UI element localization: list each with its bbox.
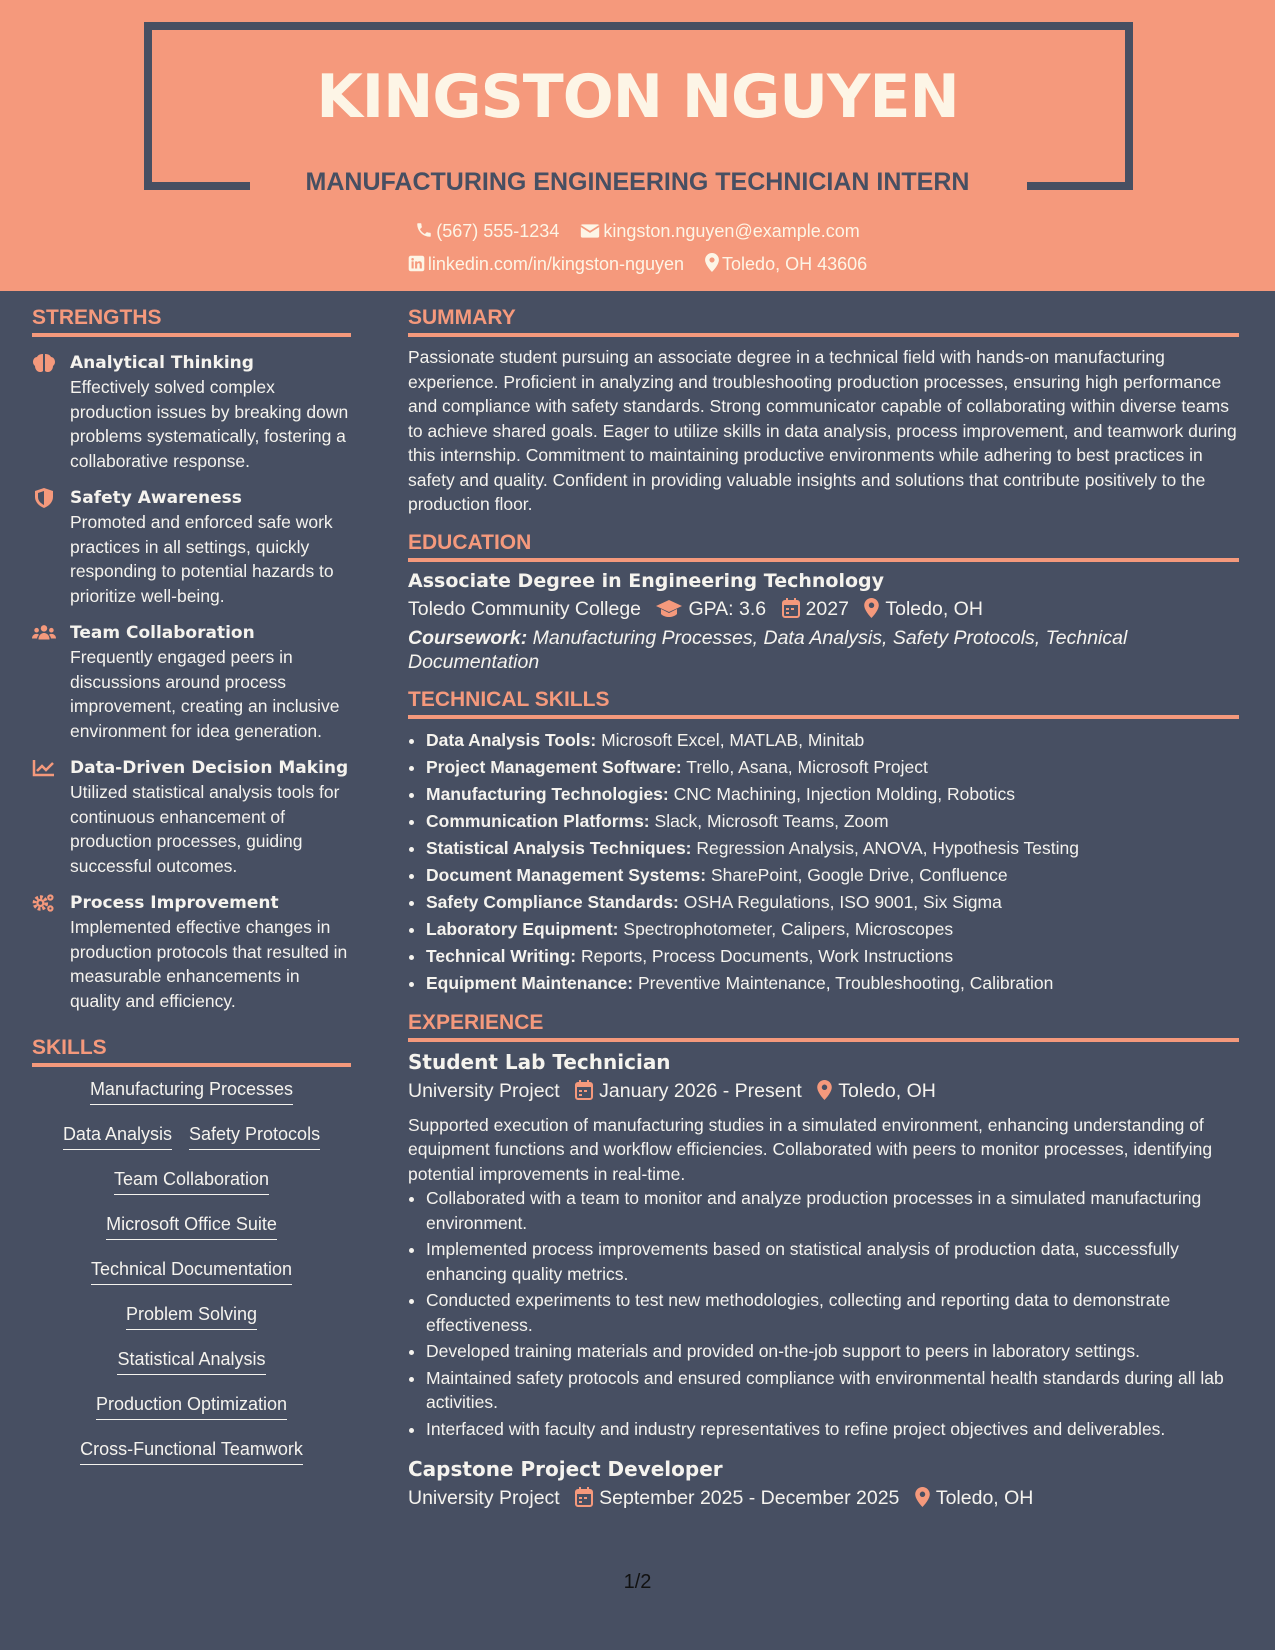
list-item: • Interfaced with faculty and industry representatives to refine project objectives and deliverables.	[426, 1417, 1239, 1442]
gpa: GPA: 3.6	[688, 597, 767, 620]
job-title-2: Capstone Project Developer	[408, 1457, 723, 1481]
strength-item	[32, 351, 351, 473]
list-item	[426, 727, 1239, 754]
list-item	[426, 889, 1239, 916]
phone-contact[interactable]	[415, 221, 559, 242]
resume-header	[0, 0, 1275, 291]
candidate-name: KINGSTON NGUYEN	[316, 62, 959, 132]
job-meta-1	[408, 1080, 1239, 1103]
email-contact[interactable]	[580, 221, 859, 242]
job-title-1: Student Lab Technician	[408, 1049, 671, 1074]
coursework	[408, 626, 1239, 674]
strength-desc: Frequently engaged peers in discussions around process improvement, creating an inclusive environment for idea generation.	[70, 647, 340, 741]
tech-skill-value: Regression Analysis, ANOVA, Hypothesis Testing	[696, 837, 1079, 858]
graduation-year: 2027	[805, 597, 849, 620]
coursework-list: Manufacturing Processes, Data Analysis, Safety Protocols, Technical Documentation	[408, 626, 1128, 673]
list-item	[426, 943, 1239, 970]
calendar-icon	[575, 1080, 593, 1100]
job-meta-2	[408, 1487, 1239, 1510]
tech-skill-value: Preventive Maintenance, Troubleshooting, Calibration	[637, 972, 1054, 993]
list-item	[426, 808, 1239, 835]
tech-skill-value: Trello, Asana, Microsoft Project	[686, 756, 928, 777]
skills-heading: SKILLS	[32, 1036, 351, 1067]
experience-heading: EXPERIENCE	[408, 1011, 1239, 1042]
left-column	[32, 306, 351, 1480]
strength-title: Safety Awareness	[70, 488, 242, 508]
tech-skill-value: Slack, Microsoft Teams, Zoom	[654, 810, 889, 831]
strength-item	[32, 891, 351, 1013]
linkedin-contact[interactable]	[408, 254, 684, 275]
tech-skill-label: Equipment Maintenance:	[426, 972, 634, 993]
tech-skill-label: Document Management Systems:	[426, 864, 707, 885]
list-item: • Conducted experiments to test new methodologies, collecting and reporting data to demonstrate effectiveness.	[426, 1288, 1239, 1337]
strength-title: Analytical Thinking	[70, 353, 254, 373]
list-item	[426, 916, 1239, 943]
calendar-icon	[782, 598, 800, 618]
contact-row-2	[0, 253, 1275, 275]
strength-desc: Utilized statistical analysis tools for continuous enhancement of production processes, guiding successful outcomes.	[70, 782, 340, 876]
email-text: kingston.nguyen@example.com	[603, 221, 860, 241]
skill-tag: Statistical Analysis	[117, 1349, 265, 1375]
skill-tag: Cross-Functional Teamwork	[80, 1439, 303, 1465]
tech-skill-value: SharePoint, Google Drive, Confluence	[710, 864, 1008, 885]
tech-skill-value: Reports, Process Documents, Work Instructions	[580, 945, 954, 966]
chart-line-icon	[32, 758, 56, 778]
strength-desc: Implemented effective changes in production protocols that resulted in measurable enhancements in quality and efficiency.	[70, 917, 348, 1011]
job-dates: September 2025 - December 2025	[599, 1487, 900, 1509]
users-icon	[32, 623, 56, 643]
education-meta	[408, 598, 1239, 621]
location-contact	[705, 253, 867, 275]
job-bullets	[408, 1186, 1239, 1441]
job-description: Supported execution of manufacturing studies in a simulated environment, enhancing understanding of equipment functions and workflow efficiencies. Collaborated with peers to monitor processes, identifying potential improvements in real-time.	[408, 1114, 1213, 1184]
calendar-icon	[575, 1487, 593, 1507]
technical-skills-heading: TECHNICAL SKILLS	[408, 688, 1239, 719]
list-item: • Maintained safety protocols and ensured compliance with environmental health standards during all lab activities.	[426, 1366, 1239, 1415]
list-item	[426, 862, 1239, 889]
skills-list	[32, 1075, 351, 1480]
right-column	[408, 306, 1239, 1520]
map-pin-icon	[864, 598, 879, 618]
job-location: Toledo, OH	[935, 1487, 1034, 1509]
linkedin-text: linkedin.com/in/kingston-nguyen	[427, 254, 685, 274]
envelope-icon	[580, 223, 600, 239]
phone-text: (567) 555-1234	[436, 221, 560, 241]
phone-icon	[415, 221, 433, 239]
summary-text: Passionate student pursuing an associate degree in a technical field with hands-on manufacturing experience. Proficient in analyzing and troubleshooting production processes, ensuring high performance and compliance with safety standards. Strong communicator capable of collaborating within diverse teams to achieve shared goals. Eager to utilize skills in data analysis, process improvement, and teamwork during this internship. Commitment to maintaining productive environments while adhering to best practices in safety and quality. Confident in providing valuable insights and solutions that contribute positively to the production floor.	[408, 347, 1237, 514]
tech-skill-label: Safety Compliance Standards:	[426, 891, 679, 912]
coursework-label: Coursework:	[408, 626, 528, 649]
tech-skill-label: Statistical Analysis Techniques:	[426, 837, 692, 858]
summary-heading: SUMMARY	[408, 306, 1239, 337]
list-item	[426, 754, 1239, 781]
page-number: 1/2	[623, 1571, 652, 1593]
linkedin-icon	[408, 255, 425, 272]
tech-skill-value: CNC Machining, Injection Molding, Robotics	[673, 783, 1016, 804]
technical-skills-list	[408, 727, 1239, 997]
list-item: • Developed training materials and provided on-the-job support to peers in laboratory settings.	[426, 1339, 1239, 1364]
education-heading: EDUCATION	[408, 531, 1239, 562]
skill-tag: Manufacturing Processes	[90, 1079, 293, 1105]
skill-tag: Technical Documentation	[91, 1259, 292, 1285]
brain-icon	[32, 353, 56, 373]
tech-skill-label: Communication Platforms:	[426, 810, 650, 831]
tech-skill-value: Microsoft Excel, MATLAB, Minitab	[601, 729, 865, 750]
tech-skill-label: Manufacturing Technologies:	[426, 783, 669, 804]
skill-tag: Problem Solving	[126, 1304, 257, 1330]
list-item	[426, 970, 1239, 997]
shield-icon	[32, 488, 56, 508]
list-item: • Implemented process improvements based on statistical analysis of production data, successfully enhancing quality metrics.	[426, 1237, 1239, 1286]
education-location: Toledo, OH	[885, 597, 983, 620]
strengths-heading: STRENGTHS	[32, 306, 351, 337]
tech-skill-label: Data Analysis Tools:	[426, 729, 597, 750]
strength-title: Team Collaboration	[70, 623, 255, 643]
map-pin-icon	[915, 1487, 930, 1507]
tech-skill-label: Laboratory Equipment:	[426, 918, 619, 939]
graduation-cap-icon	[656, 600, 682, 618]
skill-tag: Production Optimization	[96, 1394, 287, 1420]
list-item: • Collaborated with a team to monitor and analyze production processes in a simulated manufacturing environment.	[426, 1186, 1239, 1235]
strength-title: Data-Driven Decision Making	[70, 758, 349, 778]
contact-row-1	[0, 221, 1275, 242]
job-dates: January 2026 - Present	[599, 1079, 802, 1102]
strength-item	[32, 486, 351, 608]
job-title: MANUFACTURING ENGINEERING TECHNICIAN INTERN	[305, 168, 970, 196]
map-pin-icon	[705, 253, 719, 272]
school-name: Toledo Community College	[408, 597, 642, 620]
job-org: University Project	[408, 1487, 560, 1509]
list-item	[426, 781, 1239, 808]
skill-tag: Microsoft Office Suite	[106, 1214, 277, 1240]
tech-skill-label: Technical Writing:	[426, 945, 577, 966]
tech-skill-value: Spectrophotometer, Calipers, Microscopes	[623, 918, 954, 939]
strength-item	[32, 756, 351, 878]
strength-title: Process Improvement	[70, 893, 279, 913]
skill-tag: Team Collaboration	[114, 1169, 269, 1195]
skill-tag: Safety Protocols	[189, 1124, 320, 1150]
tech-skill-label: Project Management Software:	[426, 756, 682, 777]
job-org: University Project	[408, 1079, 560, 1102]
strength-desc: Promoted and enforced safe work practices in all settings, quickly responding to potential hazards to prioritize well-being.	[70, 512, 334, 606]
skill-tag: Data Analysis	[63, 1124, 172, 1150]
strength-desc: Effectively solved complex production issues by breaking down problems systematically, fostering a collaborative response.	[70, 377, 349, 471]
gears-icon	[32, 893, 56, 913]
location-text: Toledo, OH 43606	[722, 254, 868, 274]
list-item	[426, 835, 1239, 862]
job-location: Toledo, OH	[838, 1079, 936, 1102]
strength-item	[32, 621, 351, 743]
map-pin-icon	[817, 1080, 832, 1100]
tech-skill-value: OSHA Regulations, ISO 9001, Six Sigma	[683, 891, 1002, 912]
degree-title: Associate Degree in Engineering Technology	[408, 569, 885, 592]
